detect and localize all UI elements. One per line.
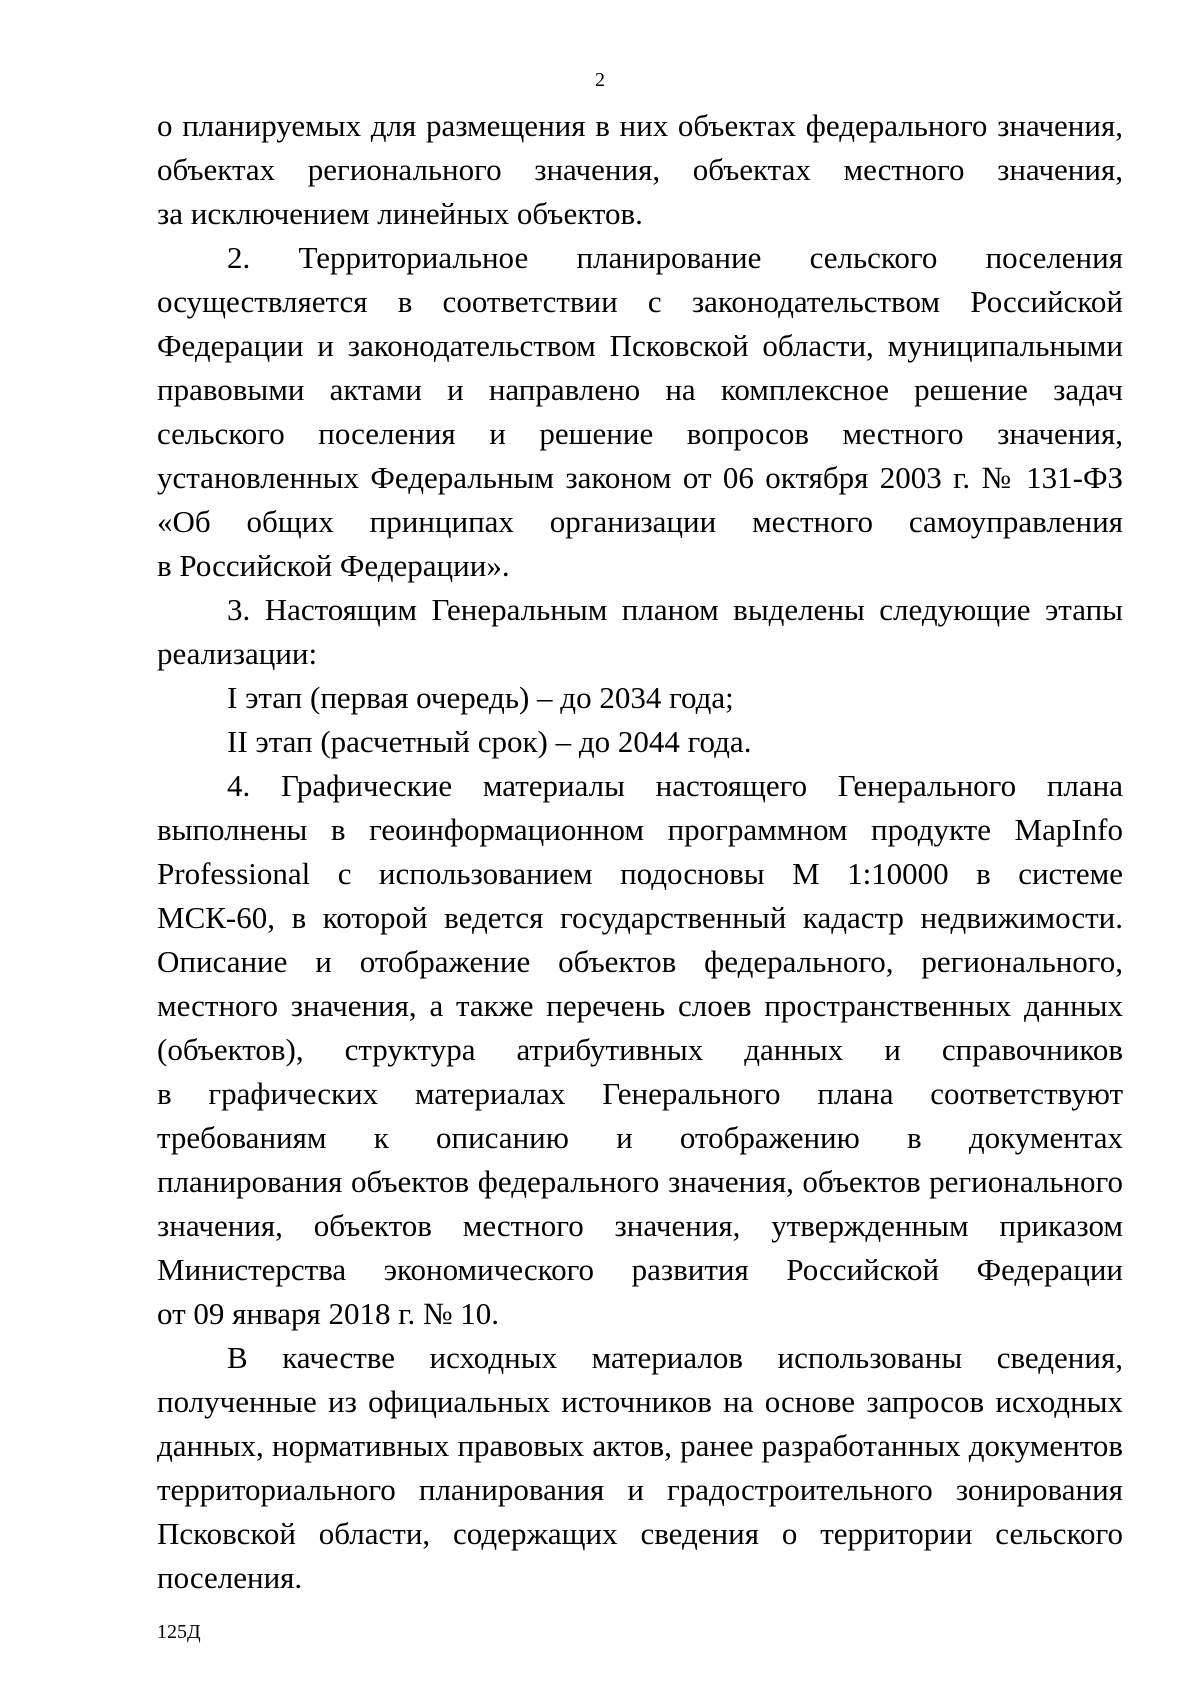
- text-line: территориального планирования и градостроительного зонирования: [157, 1472, 1123, 1507]
- text-line: правовыми актами и направлено на комплексное решение задач: [157, 372, 1123, 407]
- text-line: местного значения, а также перечень слоев пространственных данных: [157, 988, 1123, 1023]
- text-line: реализации:: [157, 636, 318, 671]
- text-line: Описание и отображение объектов федерального, регионального,: [157, 944, 1123, 979]
- document-body: [157, 104, 1123, 1600]
- document-code: 125Д: [157, 1621, 201, 1643]
- text-line: в графических материалах Генерального плана соответствуют: [157, 1076, 1123, 1111]
- text-line: от 09 января 2018 г. № 10.: [157, 1296, 500, 1331]
- text-line: (объектов), структура атрибутивных данных и справочников: [157, 1032, 1123, 1067]
- text-line: 4. Графические материалы настоящего Генерального плана: [227, 768, 1123, 803]
- text-line: полученные из официальных источников на основе запросов исходных: [157, 1384, 1123, 1419]
- text-line: в Российской Федерации».: [157, 548, 510, 583]
- text-line: II этап (расчетный срок) – до 2044 года.: [227, 724, 752, 759]
- text-line: 2. Территориальное планирование сельского поселения: [227, 240, 1123, 275]
- page-number: 2: [595, 69, 605, 91]
- text-line: I этап (первая очередь) – до 2034 года;: [227, 680, 734, 715]
- text-line: сельского поселения и решение вопросов местного значения,: [157, 416, 1123, 451]
- text-line: значения, объектов местного значения, утвержденным приказом: [157, 1208, 1123, 1243]
- text-line: планирования объектов федерального значения, объектов регионального: [157, 1164, 1123, 1199]
- text-line: выполнены в геоинформационном программном продукте MapInfo: [157, 812, 1123, 847]
- text-line: осуществляется в соответствии с законодательством Российской: [157, 284, 1123, 319]
- text-line: МСК-60, в которой ведется государственный кадастр недвижимости.: [157, 900, 1123, 935]
- text-line: Professional с использованием подосновы М 1:10000 в системе: [157, 856, 1123, 891]
- text-line: установленных Федеральным законом от 06 октября 2003 г. № 131-ФЗ: [157, 460, 1123, 495]
- text-line: Федерации и законодательством Псковской области, муниципальными: [157, 328, 1123, 363]
- text-line: данных, нормативных правовых актов, ранее разработанных документов: [157, 1428, 1123, 1463]
- text-line: Министерства экономического развития Российской Федерации: [157, 1252, 1123, 1287]
- text-line: требованиям к описанию и отображению в документах: [157, 1120, 1123, 1155]
- text-line: поселения.: [157, 1560, 303, 1595]
- text-line: Псковской области, содержащих сведения о территории сельского: [157, 1516, 1123, 1551]
- text-line: за исключением линейных объектов.: [157, 196, 643, 231]
- text-line: объектах регионального значения, объектах местного значения,: [157, 152, 1123, 187]
- text-line: 3. Настоящим Генеральным планом выделены следующие этапы: [227, 592, 1123, 627]
- text-line: «Об общих принципах организации местного самоуправления: [157, 504, 1123, 539]
- text-line: В качестве исходных материалов использованы сведения,: [227, 1340, 1123, 1375]
- text-line: о планируемых для размещения в них объектах федерального значения,: [157, 108, 1123, 143]
